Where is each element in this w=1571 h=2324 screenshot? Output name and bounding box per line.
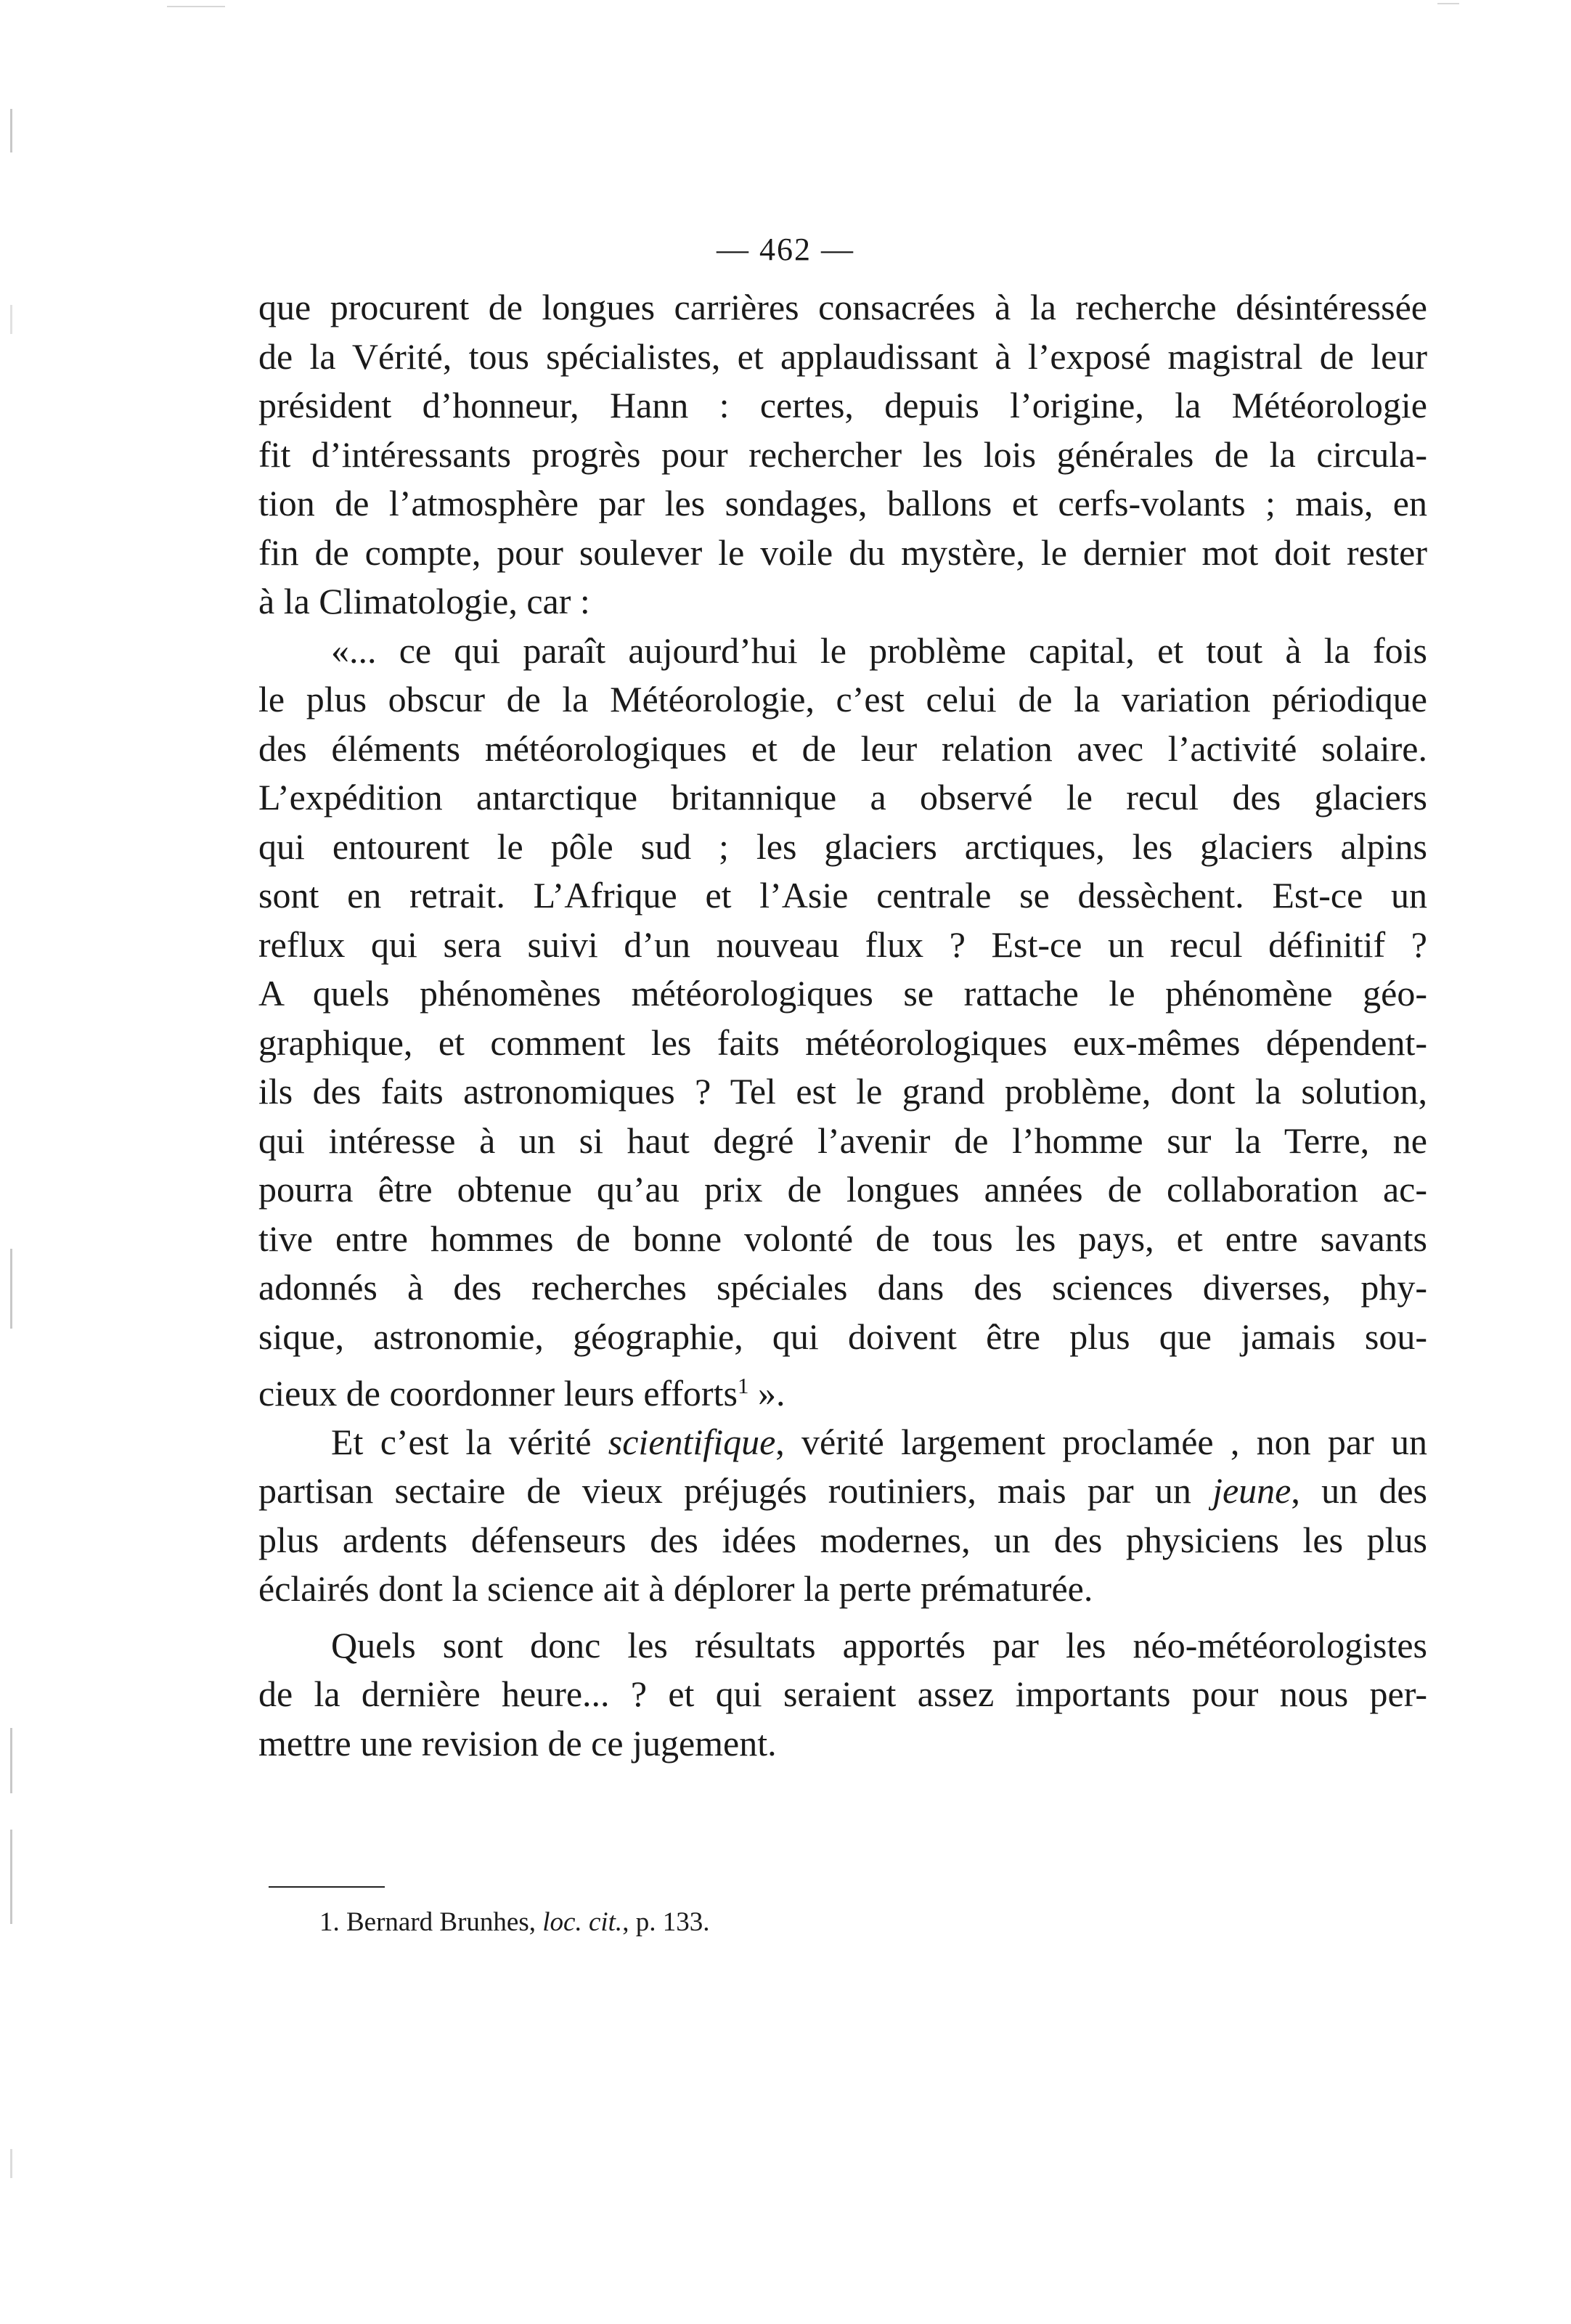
text-line: graphique, et comment les faits météorologiques eux-mêmes dépendent- — [258, 1022, 1427, 1063]
paragraph-2-quotation — [258, 627, 1427, 1414]
text-line: fin de compte, pour soulever le voile du mystère, le dernier mot doit rester — [258, 531, 1427, 573]
footnote-reference: 1 — [737, 1373, 749, 1398]
footnote-page: , p. 133. — [622, 1907, 710, 1937]
text-line: pourra être obtenue qu’au prix de longues années de collaboration ac- — [258, 1169, 1427, 1210]
text-fragment: Et c’est la vérité — [331, 1421, 608, 1462]
scan-artifact-top — [167, 6, 225, 7]
paragraph-1 — [258, 283, 1427, 627]
text-line: tive entre hommes de bonne volonté de tous les pays, et entre savants — [258, 1218, 1427, 1259]
scan-artifact-top — [1437, 3, 1459, 4]
page-number: — 462 — — [717, 232, 854, 267]
text-fragment: ». — [748, 1373, 786, 1414]
text-line — [258, 1467, 1427, 1516]
body-text — [258, 283, 1427, 1768]
text-line: plus ardents défenseurs des idées modernes, un des physiciens les plus — [258, 1519, 1427, 1560]
text-line: ils des faits astronomiques ? Tel est le grand problème, dont la solution, — [258, 1071, 1427, 1112]
paragraph-3 — [258, 1418, 1427, 1614]
text-fragment: , vérité largement proclamée , non par un — [775, 1421, 1427, 1462]
text-line: mettre une revision de ce jugement. — [258, 1722, 777, 1764]
text-line: Quels sont donc les résultats apportés par les néo-météorologistes — [331, 1624, 1427, 1665]
footnote-author: . Bernard Brunhes, — [332, 1907, 543, 1937]
text-line: reflux qui sera suivi d’un nouveau flux ? Est-ce un recul définitif ? — [258, 924, 1427, 965]
text-fragment: cieux de coordonner leurs efforts — [258, 1373, 738, 1414]
text-line: qui entourent le pôle sud ; les glaciers arctiques, les glaciers alpins — [258, 825, 1427, 867]
text-line: A quels phénomènes météorologiques se rattache le phénomène géo- — [258, 973, 1427, 1014]
footnote-divider — [269, 1886, 385, 1888]
text-line: à la Climatologie, car : — [258, 581, 590, 621]
text-line — [258, 1418, 1427, 1467]
text-line: L’expédition antarctique britannique a observé le recul des glaciers — [258, 777, 1427, 818]
text-fragment: , un des — [1291, 1470, 1427, 1511]
scan-artifact-mark — [10, 1830, 12, 1924]
scan-artifact-mark — [10, 305, 12, 334]
scan-artifact-mark — [10, 1249, 12, 1329]
italic-text: scientifique — [608, 1421, 776, 1462]
text-line: sont en retrait. L’Afrique et l’Asie centrale se dessèchent. Est-ce un — [258, 875, 1427, 916]
text-line: qui intéresse à un si haut degré l’avenir de l’homme sur la Terre, ne — [258, 1120, 1427, 1161]
paragraph-4 — [258, 1621, 1427, 1769]
text-fragment: partisan sectaire de vieux préjugés routiniers, mais par un — [258, 1470, 1213, 1511]
text-line: des éléments météorologiques et de leur relation avec l’activité solaire. — [258, 727, 1427, 769]
text-line — [258, 1361, 1427, 1414]
italic-text: jeune — [1212, 1470, 1292, 1511]
footnote — [319, 1905, 709, 1940]
text-line: que procurent de longues carrières consacrées à la recherche désintéressée — [258, 287, 1427, 327]
footnote-number: 1 — [319, 1907, 333, 1937]
text-line: éclairés dont la science ait à déplorer la perte prématurée. — [258, 1568, 1093, 1609]
scan-artifact-mark — [10, 109, 12, 152]
scan-artifact-mark — [10, 1728, 12, 1793]
text-line: fit d’intéressants progrès pour rechercher les lois générales de la circula- — [258, 433, 1427, 475]
footnote-ref: loc. cit. — [542, 1907, 623, 1937]
text-line: tion de l’atmosphère par les sondages, ballons et cerfs-volants ; mais, en — [258, 483, 1427, 523]
scan-artifact-mark — [10, 2149, 12, 2178]
text-line: «... ce qui paraît aujourd’hui le problème capital, et tout à la fois — [331, 629, 1427, 671]
text-line: de la Vérité, tous spécialistes, et applaudissant à l’exposé magistral de leur — [258, 335, 1427, 377]
text-line: sique, astronomie, géographie, qui doivent être plus que jamais sou- — [258, 1316, 1427, 1357]
paragraph-gap — [258, 1614, 1427, 1621]
text-line: adonnés à des recherches spéciales dans des sciences diverses, phy- — [258, 1267, 1427, 1308]
text-line: le plus obscur de la Météorologie, c’est celui de la variation périodique — [258, 679, 1427, 719]
text-line: président d’honneur, Hann : certes, depuis l’origine, la Météorologie — [258, 385, 1427, 425]
text-line: de la dernière heure... ? et qui seraient assez importants pour nous per- — [258, 1673, 1427, 1714]
